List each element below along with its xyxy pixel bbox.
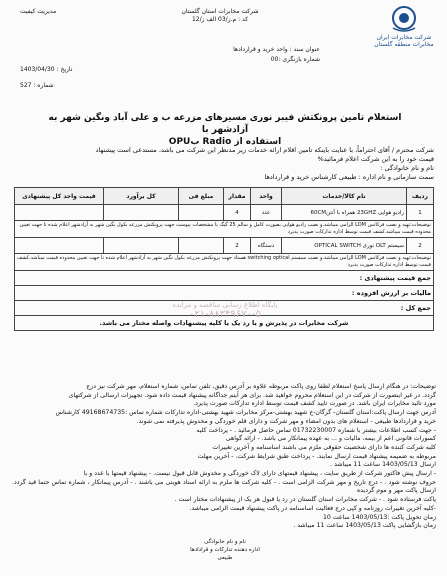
- watermark-line-2: ۰۲۱-۸۸۳۴۹۶۷۰-۵: [189, 309, 261, 320]
- signature-block: [120, 538, 330, 562]
- table-row: [15, 205, 434, 221]
- doc-title: [40, 112, 410, 148]
- notes-line: گردد. در غیر اینصورت از شرکت در این استعلام محروم خواهید شد. برای هر آیتم جداگانه پیشنهاد قیمت داده شود. تجهیزات ارسالی از شرکتهای: [68, 391, 436, 399]
- row-qty: 4: [224, 205, 251, 221]
- watermark-line-1: پایگاه اطلاع رسانی مناقصه و مزایده: [172, 301, 278, 309]
- table-footer-note: شرکت مخابرات در پذیرش و یا رد یک یا کلیه پیشنهادات واصله مختار می باشد.: [15, 316, 434, 331]
- table-row: [15, 238, 434, 254]
- notes-line: ارسال 1403/05/13 ساعت 11 میباشد .: [330, 461, 436, 469]
- archive-line: شماره بازنگری :00: [270, 56, 320, 63]
- telecom-logo-icon: [387, 4, 421, 34]
- total-label: جمع قیمت پیشنهادی :: [15, 271, 434, 286]
- notes-line: آدرس جهت ارسال پاکت:استان گلستان- گرگان-خ شهید بهشتی-مرکز مخابرات شهید بهشتی-اداره تدارکات شماره تماس :49168674735 کارشناس: [55, 409, 436, 417]
- notes-line: توضیحات: در هنگام ارسال پاسخ استعلام لطفا روی پاکت مربوطه علاوه بر آدرس دقیق، تلفن تماس، شماره استعلام، مهر شرکت نیز درج: [86, 383, 436, 390]
- notes-line: کلیه شرکت کننده ها دارای شخصیت حقوقی ملزم می باشند اساسنامه و آخرین تغییرات: [212, 443, 436, 451]
- title-line-1: استعلام تامین پرونکتش فیبر نوری مسیرهای مزرعه ب و علی آباد ونگین شهر به آزادشهر با: [48, 113, 402, 135]
- row-note: توضیحات:تهیه و نصب فرکانس LOM الزامی میباشد.و نصب سیستم switching optical هستاد جهت پرونکتش مزرعه بکول نگین شهر به آزادشهر اعلام شده تا جهت تعیین محدوده قیمت میباشد.کشف قیمت توسط اداره تدارکات صورت پذیرد: [15, 254, 434, 271]
- watermark: [110, 300, 340, 320]
- notes-line: زمان بازگشایی پاکت 1403/05/13 ساعت 11 میباشد .: [293, 522, 436, 530]
- col-header-row-num: ردیف: [407, 188, 434, 205]
- row-qty: 2: [224, 238, 251, 254]
- notes-line: خرید و قراردادها طبیعی - استعلام های بدون امضاء و مهر شرکت و دارای قلم خوردگی و مخدوش پذیرفته نمی شوند.: [136, 417, 436, 425]
- number-label: شماره :: [33, 82, 54, 89]
- row-estimate: [104, 238, 179, 254]
- col-header-offer: قیمت واحد کل پیشنهادی: [15, 188, 104, 205]
- number-row: [20, 82, 54, 90]
- notes-line: حروف نوشته شود . - درج تاریخ و مهر شرکت الزامی است . - کلیه شرکت ها ملزم به ارائه اسناد هویتی می باشند . - آدرس پیمانکار ، شماره تماس حتما قید گردد. ارسال پاکت مهر و موم گردیده: [12, 478, 436, 495]
- doc-code: کد : م.ز/03 الف ز/12: [191, 16, 249, 23]
- row-unit: دستگاه: [251, 238, 282, 254]
- date-value: 1403/04/30: [20, 66, 55, 73]
- row-unit-price: [179, 238, 224, 254]
- notes-line: - جهت کسب اطلاعات بیشتر با شماره 01732230007 تماس حاصل فرمائید . - پرداخت کلیه: [196, 426, 436, 434]
- table-header-row: [15, 188, 434, 205]
- intro-line-2: قیمت خود را به این شرکت اعلام فرمائید%: [317, 155, 434, 163]
- header-left-label: مدیریت کیفیت: [20, 8, 57, 15]
- col-header-unit-price: مبلغ فی: [179, 188, 224, 205]
- notes-block: [12, 383, 436, 531]
- date-label: تاریخ :: [56, 66, 73, 73]
- row-unit-price: [179, 205, 224, 221]
- intro-block: [14, 146, 434, 182]
- notes-line: کسورات قانونی اعم از بیمه، مالیات و ... به عهده پیمانکار می باشد. - ارائه گواهی: [225, 435, 436, 443]
- intro-line-3: نام و نام خانوادگی :: [380, 164, 434, 172]
- notes-line: مورد تائید مخابرات ایران باشد. در صورت تایید کشف قیمت توسط اداره تدارکات صورت پذیرد.: [193, 400, 436, 408]
- notes-line: زمان تحویل پاکت :1403/05/13 ساعت 10: [323, 513, 436, 521]
- col-header-qty: مقدار: [224, 188, 251, 205]
- row-item-name: رادیو هوایی 23GHZ همراه با آنتن60CM: [282, 205, 407, 221]
- col-header-estimate: کل برآورد: [104, 188, 179, 205]
- row-note: توضیحات:تهیه و نصب فرکانس LOM الزامی میباشد.و نصب رادیو هوایی بصورت کامل و سالم 25 گیگ با مشخصات پیوست جهت پرونکتش مزرعه بکول نگین شهر به آزادشهر اعلام شده تا جهت تعیین محدوده قیمت میباشد.کشف قیمت توسط اداره تدارکات صورت پذیرد: [15, 221, 434, 238]
- table-note-row: [15, 254, 434, 271]
- subject-line: عنوان سند : واحد خرید و قراردادها: [233, 46, 320, 53]
- signature-person: طبیعی: [217, 555, 233, 561]
- notes-line: پاکت فرستاده شود . - شرکت مخابرات استان گلستان در رد یا قبول هر یک از پیشنهادات مختار است .: [174, 496, 436, 504]
- row-estimate: [104, 205, 179, 221]
- col-header-unit: واحد: [251, 188, 282, 205]
- signature-dept: اداره دهنده تدارکات و قرادادها: [190, 547, 260, 553]
- vat-row: [15, 286, 434, 301]
- col-header-item: نام کالا/خدمات: [282, 188, 407, 205]
- row-num: 2: [407, 238, 434, 254]
- notes-line: مربوطه به ضمیمه پیشنهاد قیمت ارسال نمایند. - پرداخت طبق شرایط شرکت. - آخرین مهلت: [197, 452, 436, 460]
- title-line-2: استفاده از Radio بOPU: [168, 137, 282, 147]
- row-offer: [15, 205, 104, 221]
- row-num: 1: [407, 205, 434, 221]
- logo-text: شرکت مخابرات ایران مخابرات منطقه گلستان: [374, 34, 434, 48]
- grand-total-label: جمع کل :: [15, 301, 434, 316]
- row-offer: [15, 238, 104, 254]
- notes-line: -کلیه آخرین تغییرات روزنامه و کپی درج فعالیت اساسنامه در پاکت پیشنهاد قیمت الزامی میباشد.: [189, 504, 436, 512]
- intro-line-1: شرکت محترم / آقای احتراماً، با عنایت باینکه تامین اقلام ارائه خدمات زیر مدنظر این شرکت می باشد، مستدعی است پیشنهاد: [95, 146, 434, 154]
- company-logo: [369, 4, 439, 48]
- vat-label: مالیات بر ارزش افزوده :: [15, 286, 434, 301]
- header-center: [120, 8, 320, 24]
- intro-line-4: سمت سازمانی و نام اداره : طبیعی کارشناس خرید و قراردادها: [264, 173, 434, 181]
- signature-name-label: نام و نام خانوادگی: [204, 539, 246, 545]
- org-name: شرکت مخابرات استان گلستان: [181, 8, 259, 15]
- row-unit: عدد: [251, 205, 282, 221]
- date-row: [20, 66, 72, 74]
- number-value: 527: [20, 82, 32, 89]
- total-row: [15, 271, 434, 286]
- notes-line: - ارسال پیش فاکتور شرکت از طریق سایت ، پیشنهاد قیمتهای دارای لاک خوردگی و مخدوش قابل قبول نیست. - پیشنهاد قیمتها با عدد و با: [83, 470, 436, 478]
- row-item-name: سیستم OLT نوری OPTICAL SWITCH: [282, 238, 407, 254]
- table-note-row: [15, 221, 434, 238]
